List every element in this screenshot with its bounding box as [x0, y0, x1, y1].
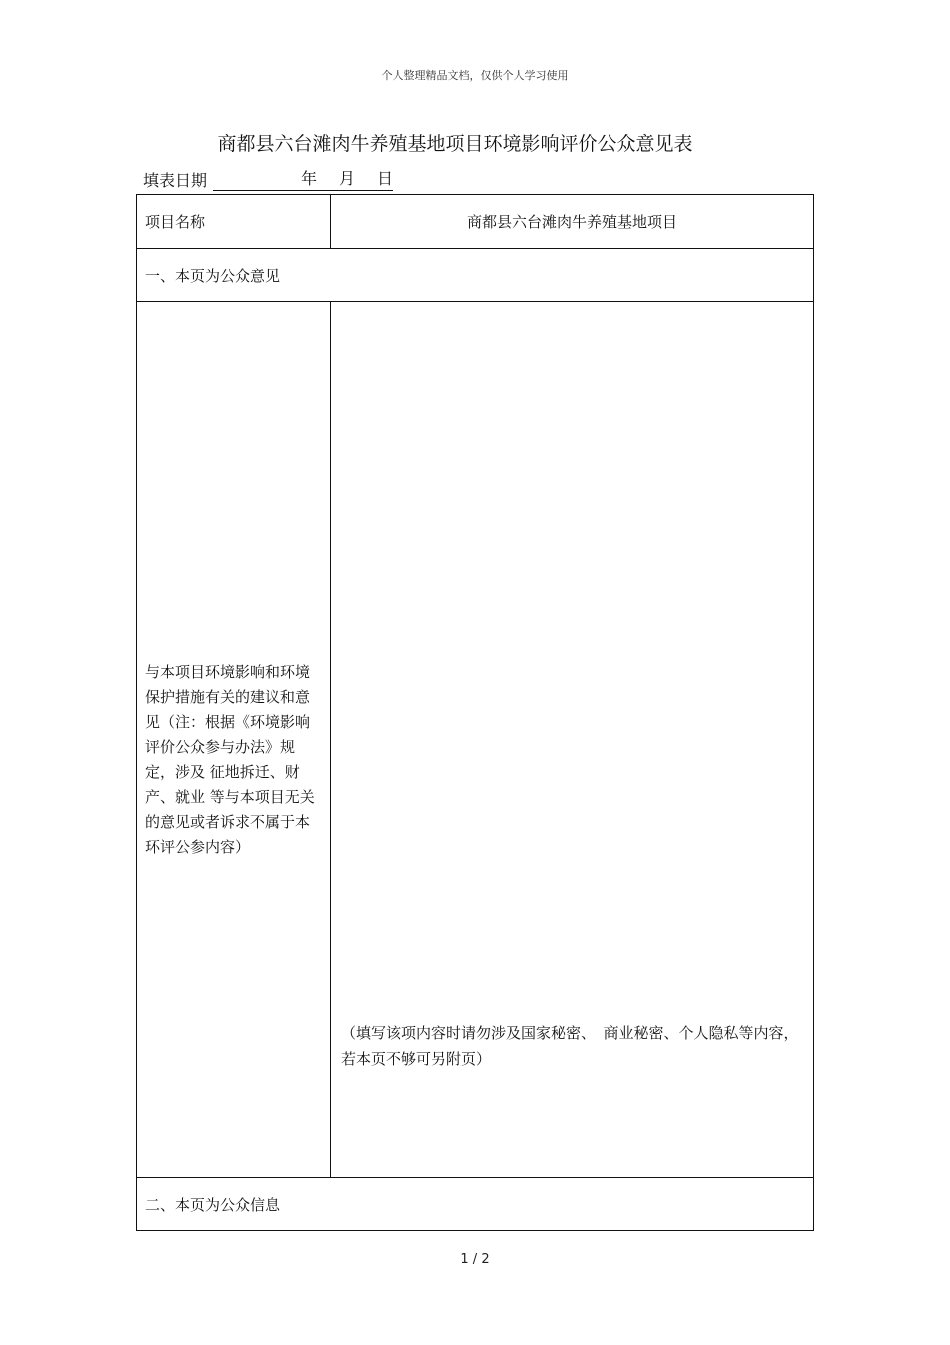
opinion-row: [137, 302, 814, 1178]
fill-date-field[interactable]: [213, 168, 393, 191]
fill-date-label: 填表日期: [143, 171, 208, 190]
project-name-label: 项目名称: [137, 195, 331, 249]
header-note: 个人整理精品文档，仅供个人学习使用: [381, 69, 569, 82]
opinion-input-area[interactable]: [331, 302, 814, 1178]
section-one-row: [137, 249, 814, 302]
section-one-heading: 一、本页为公众意见: [137, 249, 814, 302]
opinion-note: （填写该项内容时请勿涉及国家秘密、 商业秘密、个人隐私等内容，若本页不够可另附页）: [341, 1024, 799, 1068]
document-title: 商都县六台滩肉牛养殖基地项目环境影响评价公众意见表: [217, 133, 693, 155]
section-two-heading: 二、本页为公众信息: [137, 1178, 814, 1231]
section-two-row: [137, 1178, 814, 1231]
date-year-label: 年: [300, 169, 317, 188]
page-number: 1 / 2: [460, 1252, 490, 1267]
fill-date-line: [143, 168, 393, 191]
date-month-label: 月: [338, 169, 355, 188]
opinion-label: 与本项目环境影响和环境保护措施有关的建议和意见（注：根据《环境影响评价公众参与办法》规定，涉及 征地拆迁、财产、就业 等与本项目无关的意见或者诉求不属于本环评公参内容）: [137, 302, 331, 1178]
project-name-row: [137, 195, 814, 249]
date-day-label: 日: [377, 169, 394, 188]
project-name-value: 商都县六台滩肉牛养殖基地项目: [331, 195, 814, 249]
opinion-form-table: [136, 194, 814, 1231]
